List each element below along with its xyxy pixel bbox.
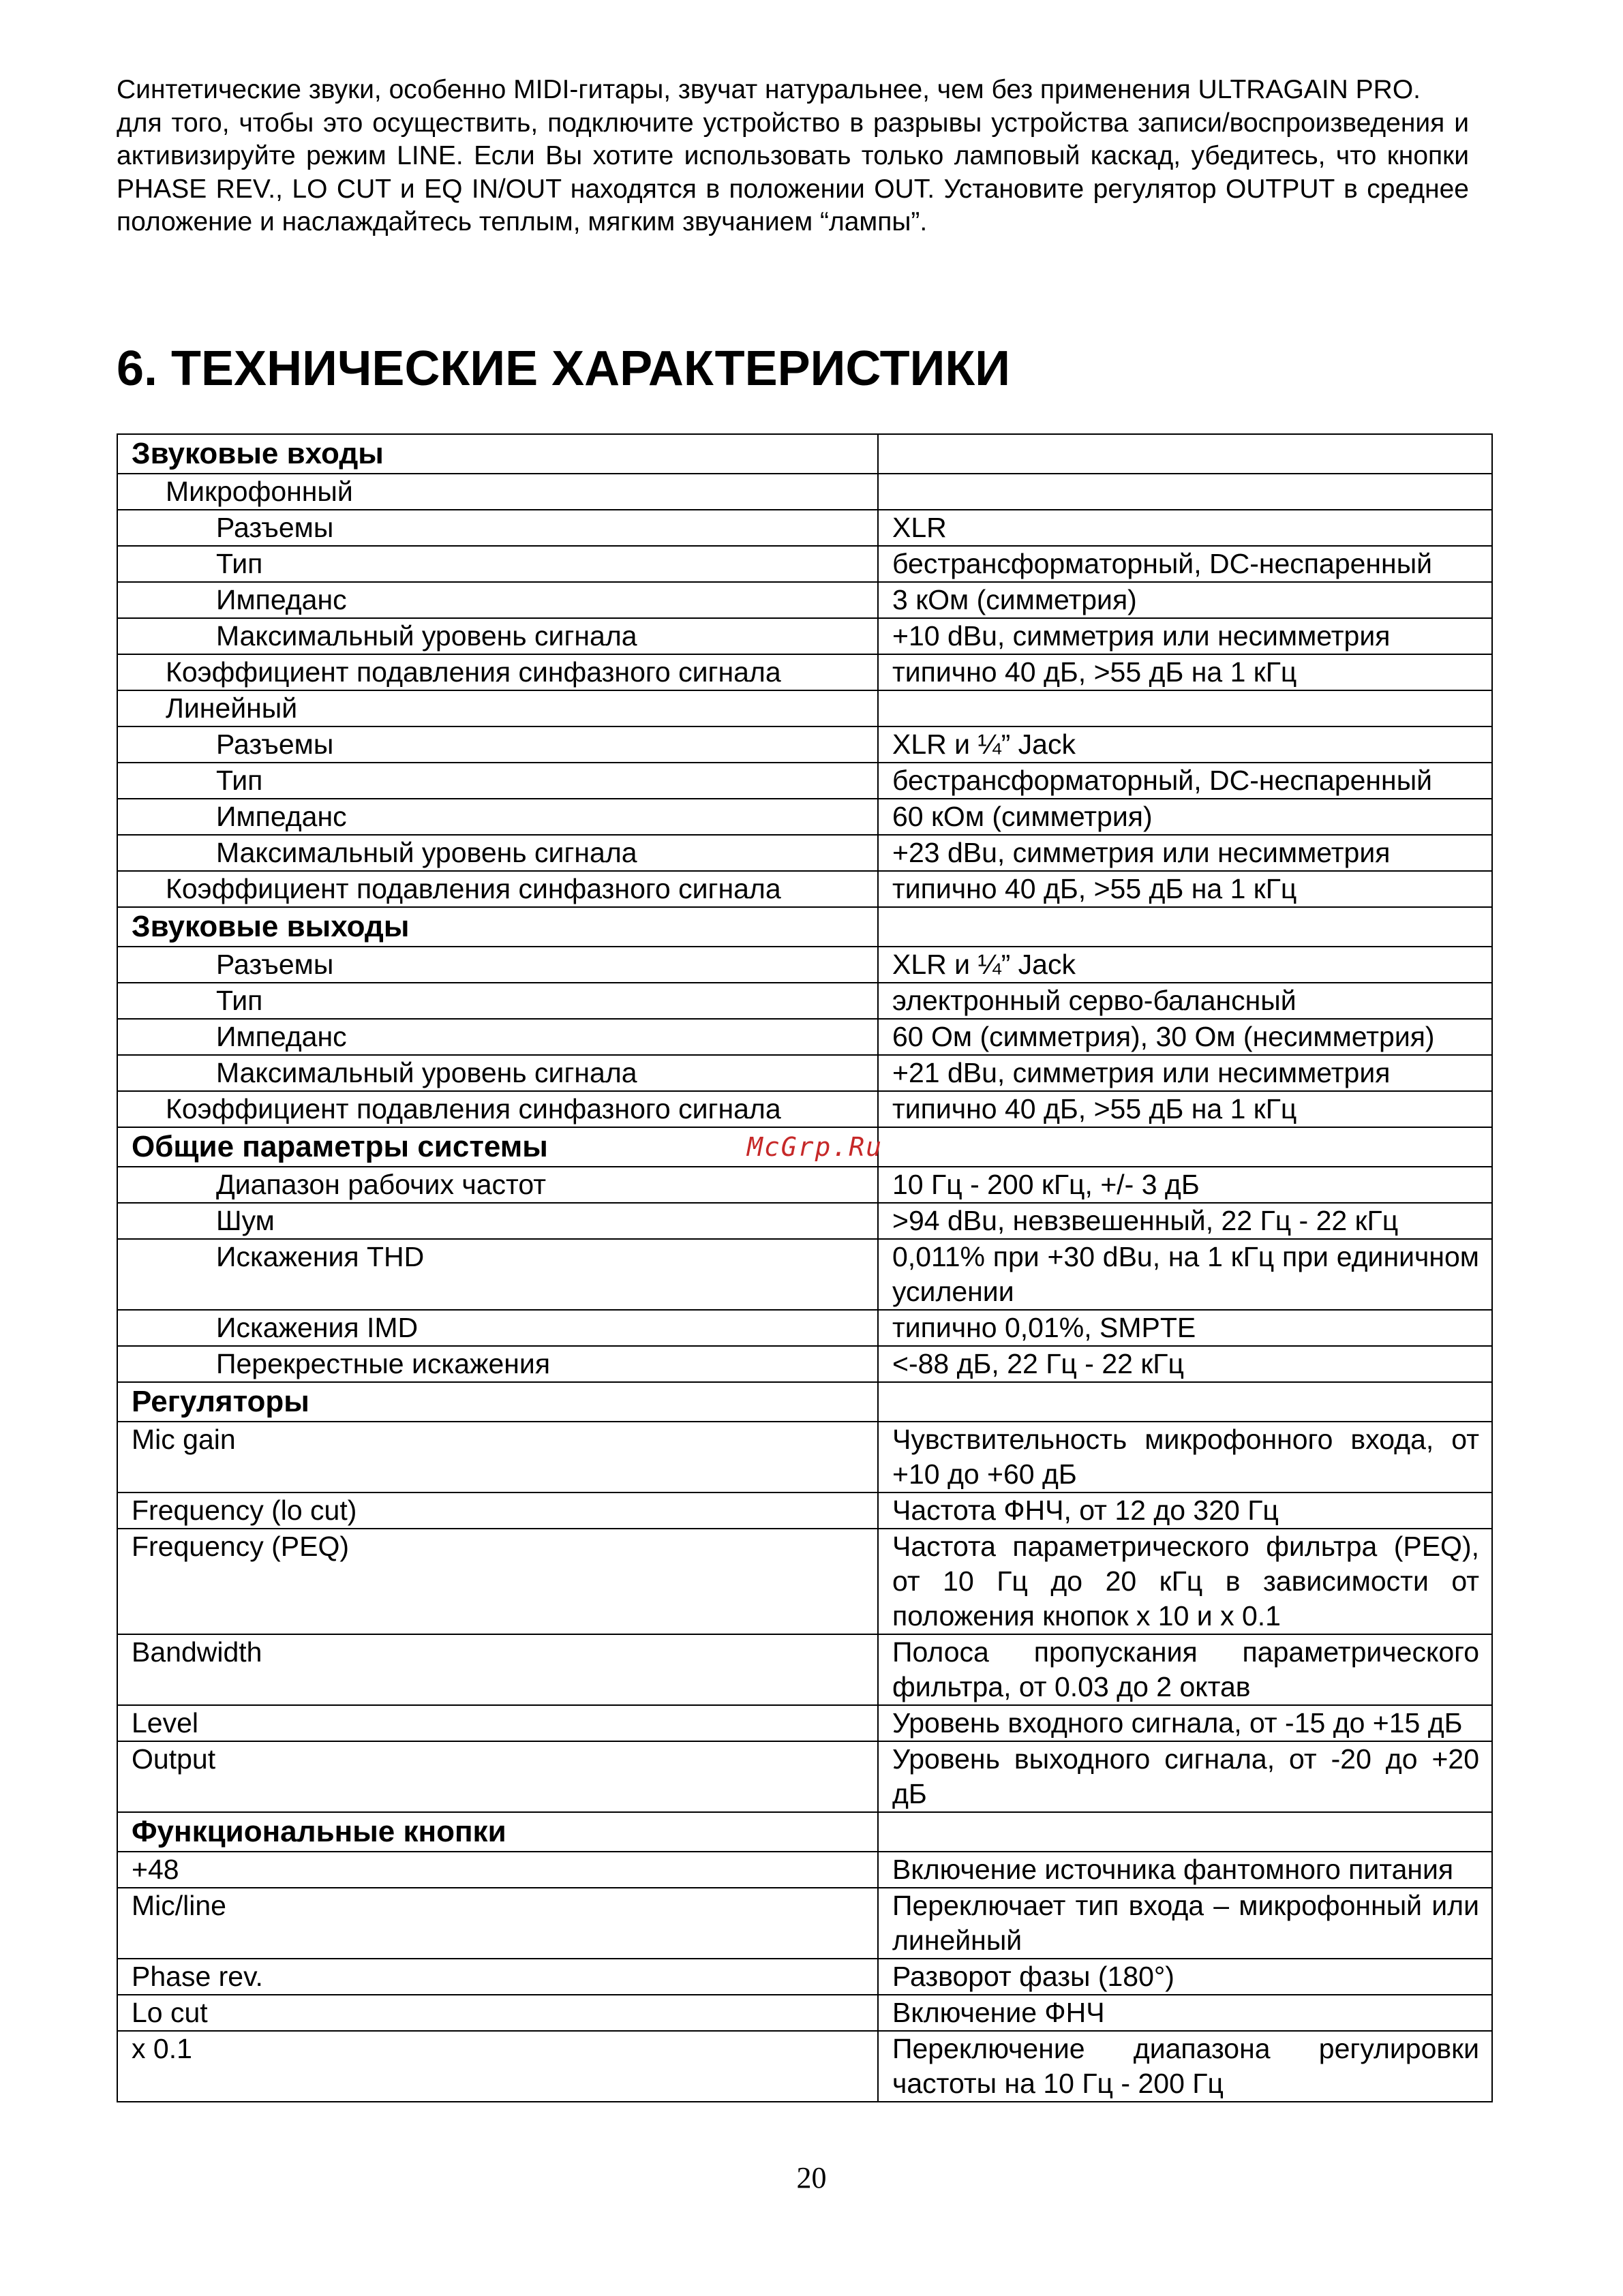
parameter-cell: Линейный — [117, 690, 878, 726]
value-cell: электронный серво-балансный — [878, 983, 1492, 1019]
value-cell: типично 40 дБ, >55 дБ на 1 кГц — [878, 871, 1492, 907]
parameter-cell: Регуляторы — [117, 1382, 878, 1422]
section-row — [117, 907, 1492, 947]
parameter-cell: Phase rev. — [117, 1959, 878, 1995]
parameter-cell: Frequency (PEQ) — [117, 1529, 878, 1634]
parameter-cell: Шум — [117, 1203, 878, 1239]
value-cell: Чувствительность микрофонного входа, от +10 до +60 дБ — [878, 1422, 1492, 1493]
parameter-cell: Тип — [117, 983, 878, 1019]
value-cell: Включение ФНЧ — [878, 1995, 1492, 2031]
value-cell: XLR и ¼” Jack — [878, 947, 1492, 983]
table-row — [117, 546, 1492, 582]
table-row — [117, 799, 1492, 835]
value-cell: XLR — [878, 510, 1492, 546]
parameter-cell: Level — [117, 1705, 878, 1741]
section-row — [117, 1382, 1492, 1422]
parameter-cell: Перекрестные искажения — [117, 1346, 878, 1382]
table-row — [117, 1995, 1492, 2031]
parameter-cell: Функциональные кнопки — [117, 1812, 878, 1852]
table-row — [117, 690, 1492, 726]
parameter-cell: Максимальный уровень сигнала — [117, 1055, 878, 1091]
value-cell: типично 40 дБ, >55 дБ на 1 кГц — [878, 654, 1492, 690]
value-cell: XLR и ¼” Jack — [878, 726, 1492, 763]
parameter-cell: Искажения THD — [117, 1239, 878, 1310]
parameter-cell: Тип — [117, 546, 878, 582]
table-row — [117, 1741, 1492, 1812]
specifications-table — [117, 433, 1493, 2102]
parameter-cell: Коэффициент подавления синфазного сигнала — [117, 1091, 878, 1127]
value-cell: Частота ФНЧ, от 12 до 320 Гц — [878, 1493, 1492, 1529]
value-cell — [878, 1382, 1492, 1422]
value-cell — [878, 434, 1492, 474]
parameter-cell: Разъемы — [117, 510, 878, 546]
table-row — [117, 871, 1492, 907]
table-row — [117, 1019, 1492, 1055]
parameter-cell: Mic gain — [117, 1422, 878, 1493]
value-cell: Уровень выходного сигнала, от -20 до +20 дБ — [878, 1741, 1492, 1812]
parameter-cell: Импеданс — [117, 799, 878, 835]
table-row — [117, 1239, 1492, 1310]
parameter-cell: Максимальный уровень сигнала — [117, 835, 878, 871]
table-row — [117, 1852, 1492, 1888]
table-row — [117, 1529, 1492, 1634]
value-cell: бестрансформаторный, DC-неспаренный — [878, 763, 1492, 799]
value-cell: Уровень входного сигнала, от -15 до +15 дБ — [878, 1705, 1492, 1741]
value-cell: Включение источника фантомного питания — [878, 1852, 1492, 1888]
parameter-cell: Bandwidth — [117, 1634, 878, 1705]
intro-text — [117, 74, 1469, 239]
parameter-cell: Микрофонный — [117, 474, 878, 510]
value-cell — [878, 1812, 1492, 1852]
value-cell: Переключает тип входа – микрофонный или линейный — [878, 1888, 1492, 1959]
value-cell: <-88 дБ, 22 Гц - 22 кГц — [878, 1346, 1492, 1382]
parameter-cell: Импеданс — [117, 1019, 878, 1055]
table-row — [117, 1310, 1492, 1346]
parameter-cell: +48 — [117, 1852, 878, 1888]
table-row — [117, 1959, 1492, 1995]
parameter-cell: Звуковые выходы — [117, 907, 878, 947]
value-cell — [878, 907, 1492, 947]
value-cell: Частота параметрического фильтра (PEQ), от 10 Гц до 20 кГц в зависимости от положения кнопок х 10 и х 0.1 — [878, 1529, 1492, 1634]
table-row — [117, 1055, 1492, 1091]
parameter-cell: Коэффициент подавления синфазного сигнала — [117, 871, 878, 907]
value-cell: 10 Гц - 200 кГц, +/- 3 дБ — [878, 1167, 1492, 1203]
table-row — [117, 618, 1492, 654]
table-row — [117, 1167, 1492, 1203]
page-number: 20 — [796, 2161, 827, 2194]
table-row — [117, 763, 1492, 799]
value-cell — [878, 690, 1492, 726]
parameter-cell: Lo cut — [117, 1995, 878, 2031]
table-row — [117, 2031, 1492, 2102]
table-row — [117, 1634, 1492, 1705]
watermark: McGrp.Ru — [747, 1132, 883, 1162]
table-row — [117, 1493, 1492, 1529]
parameter-cell: Максимальный уровень сигнала — [117, 618, 878, 654]
parameter-cell: Разъемы — [117, 726, 878, 763]
table-row — [117, 726, 1492, 763]
value-cell — [878, 474, 1492, 510]
table-row — [117, 1888, 1492, 1959]
parameter-cell: Искажения IMD — [117, 1310, 878, 1346]
specifications-table-body — [117, 434, 1492, 2102]
value-cell: Разворот фазы (180°) — [878, 1959, 1492, 1995]
table-row — [117, 1705, 1492, 1741]
table-row — [117, 1422, 1492, 1493]
parameter-cell: x 0.1 — [117, 2031, 878, 2102]
value-cell: типично 40 дБ, >55 дБ на 1 кГц — [878, 1091, 1492, 1127]
value-cell: >94 dBu, невзвешенный, 22 Гц - 22 кГц — [878, 1203, 1492, 1239]
section-heading: 6. ТЕХНИЧЕСКИЕ ХАРАКТЕРИСТИКИ — [117, 341, 1011, 396]
value-cell: бестрансформаторный, DC-неспаренный — [878, 546, 1492, 582]
table-row — [117, 1203, 1492, 1239]
value-cell: +23 dBu, симметрия или несимметрия — [878, 835, 1492, 871]
value-cell: 0,011% при +30 dBu, на 1 кГц при единичном усилении — [878, 1239, 1492, 1310]
parameter-cell: Разъемы — [117, 947, 878, 983]
table-row — [117, 1346, 1492, 1382]
value-cell: Переключение диапазона регулировки частоты на 10 Гц - 200 Гц — [878, 2031, 1492, 2102]
value-cell: 3 кОм (симметрия) — [878, 582, 1492, 618]
parameter-cell: Тип — [117, 763, 878, 799]
section-row — [117, 434, 1492, 474]
table-row — [117, 1091, 1492, 1127]
parameter-cell: Импеданс — [117, 582, 878, 618]
table-row — [117, 835, 1492, 871]
intro-paragraph-1: Синтетические звуки, особенно MIDI-гитары, звучат натуральнее, чем без применения ULTRAGAIN PRO. — [117, 75, 1421, 104]
table-row — [117, 510, 1492, 546]
value-cell: 60 кОм (симметрия) — [878, 799, 1492, 835]
section-row — [117, 1812, 1492, 1852]
value-cell: 60 Ом (симметрия), 30 Ом (несимметрия) — [878, 1019, 1492, 1055]
parameter-cell: Коэффициент подавления синфазного сигнала — [117, 654, 878, 690]
table-row — [117, 983, 1492, 1019]
value-cell: +10 dBu, симметрия или несимметрия — [878, 618, 1492, 654]
parameter-cell: Звуковые входы — [117, 434, 878, 474]
value-cell: +21 dBu, симметрия или несимметрия — [878, 1055, 1492, 1091]
value-cell: Полоса пропускания параметрического фильтра, от 0.03 до 2 октав — [878, 1634, 1492, 1705]
value-cell — [878, 1127, 1492, 1167]
parameter-cell: Output — [117, 1741, 878, 1812]
parameter-cell: Frequency (lo cut) — [117, 1493, 878, 1529]
table-row — [117, 474, 1492, 510]
parameter-cell: Mic/line — [117, 1888, 878, 1959]
intro-paragraph-2: для того, чтобы это осуществить, подключите устройство в разрывы устройства записи/воспроизведения и активизируйте режим LINE. Если Вы хотите использовать только ламповый каскад, убедитесь, что кнопки PHASE REV., LO CUT и EQ IN/OUT находятся в положении OUT. Установите регулятор OUTPUT в среднее положение и наслаждайтесь теплым, мягким звучанием “лампы”. — [117, 108, 1469, 236]
table-row — [117, 654, 1492, 690]
table-row — [117, 582, 1492, 618]
parameter-cell: Общие параметры системы — [117, 1127, 878, 1167]
parameter-cell: Диапазон рабочих частот — [117, 1167, 878, 1203]
table-row — [117, 947, 1492, 983]
value-cell: типично 0,01%, SMPTE — [878, 1310, 1492, 1346]
